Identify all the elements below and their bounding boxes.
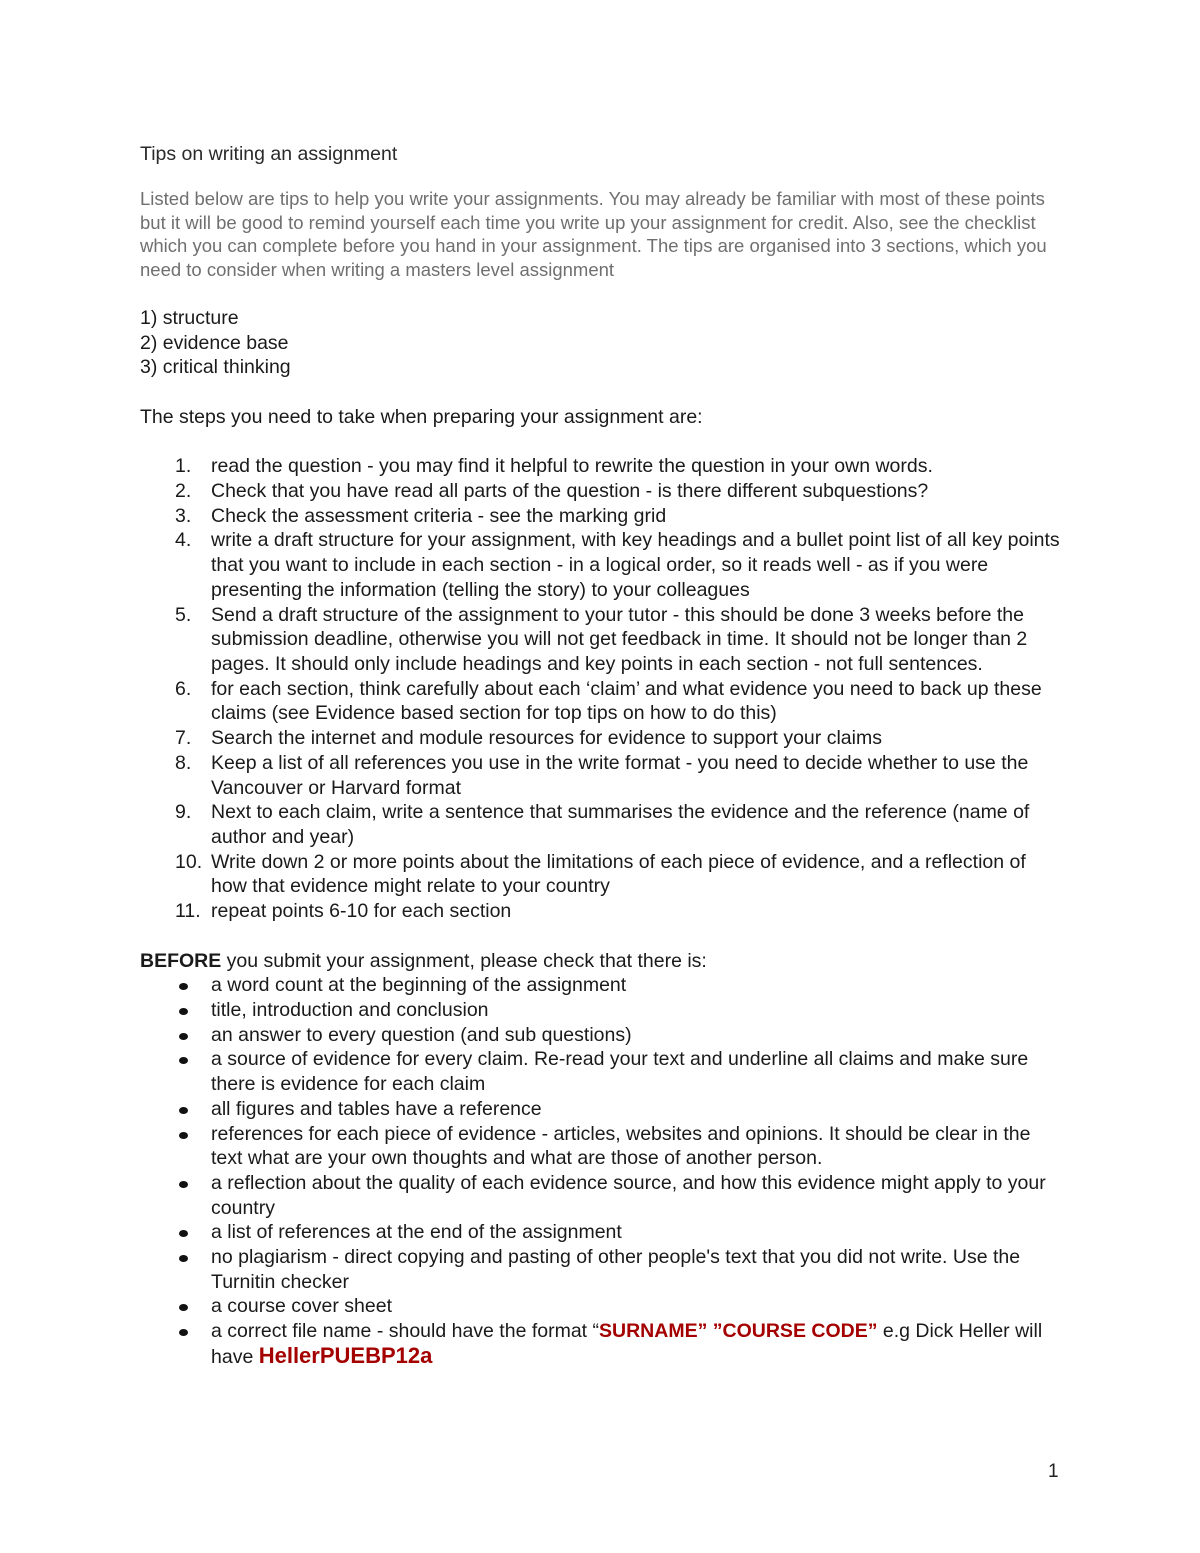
checklist-item (140, 1097, 1060, 1122)
checklist-item (140, 1294, 1060, 1319)
checklist-item (140, 973, 1060, 998)
step-text: Send a draft structure of the assignment to your tutor - this should be done 3 weeks before the submission deadline, otherwise you will not get feedback in time. It should not be longer than 2 pages. It should only include headings and key points in each section - not full sentences. (211, 603, 1028, 675)
bullet-icon (179, 1181, 188, 1188)
bullet-icon (179, 1008, 188, 1015)
bullet-icon (179, 1033, 188, 1040)
filename-format: SURNAME” ”COURSE CODE” (599, 1320, 878, 1343)
bullet-icon (179, 1304, 188, 1311)
step-number: 8. (175, 751, 192, 774)
checklist-heading-text: you submit your assignment, please check that there is: (221, 949, 707, 972)
section-item: 3) critical thinking (140, 356, 291, 379)
bullet-icon (179, 1329, 188, 1336)
step-number: 1. (175, 455, 192, 478)
step-number: 10. (175, 850, 203, 873)
checklist-text: a word count at the beginning of the assignment (211, 974, 627, 997)
checklist-item (140, 1023, 1060, 1048)
section-item: 2) evidence base (140, 331, 289, 354)
checklist-heading (140, 949, 1060, 974)
filename-prefix: a correct file name - should have the format “ (211, 1320, 600, 1343)
checklist-text: a list of references at the end of the assignment (211, 1221, 622, 1244)
step-text: read the question - you may find it helpful to rewrite the question in your own words. (211, 455, 933, 478)
step-item (140, 603, 1060, 677)
bullet-icon (179, 1132, 188, 1139)
checklist-text: an answer to every question (and sub questions) (211, 1023, 632, 1046)
bullet-icon (179, 1255, 188, 1262)
step-number: 11. (175, 900, 201, 923)
step-item (140, 800, 1060, 849)
step-item (140, 899, 1060, 924)
step-number: 6. (175, 677, 192, 700)
step-item (140, 454, 1060, 479)
intro-paragraph: Listed below are tips to help you write your assignments. You may already be familiar with most of these points but it will be good to remind yourself each time you write up your assignment for credit. Also, see the checklist which you can complete before you hand in your assignment. The tips are organised into 3 sections, which you need to consider when writing a masters level assignment (140, 188, 1047, 280)
step-number: 4. (175, 529, 192, 552)
checklist-item (140, 1122, 1060, 1171)
filename-example: HellerPUEBP12a (258, 1342, 433, 1368)
document-body (140, 142, 1060, 1370)
checklist-text: no plagiarism - direct copying and pasting of other people's text that you did not write. Use the Turnitin checker (211, 1246, 1021, 1293)
page-number: 1 (1048, 1461, 1059, 1482)
step-number: 9. (175, 801, 192, 824)
bullet-icon (179, 1230, 188, 1237)
step-number: 3. (175, 504, 192, 527)
checklist-item (140, 1171, 1060, 1220)
step-number: 7. (175, 727, 192, 750)
checklist-text: a course cover sheet (211, 1295, 393, 1318)
checklist-text: all figures and tables have a reference (211, 1097, 542, 1120)
steps-heading: The steps you need to take when preparing your assignment are: (140, 405, 703, 428)
checklist-item (140, 1220, 1060, 1245)
step-item (140, 751, 1060, 800)
step-item (140, 504, 1060, 529)
checklist-text: a source of evidence for every claim. Re-read your text and underline all claims and make sure there is evidence for each claim (211, 1048, 1029, 1096)
checklist-item (140, 998, 1060, 1023)
bullet-icon (179, 1057, 188, 1064)
step-text: Search the internet and module resources for evidence to support your claims (211, 727, 882, 750)
steps-list (140, 454, 1060, 923)
step-text: Keep a list of all references you use in the write format - you need to decide whether to use the Vancouver or Harvard format (211, 751, 1029, 799)
step-item (140, 677, 1060, 726)
before-emphasis: BEFORE (140, 949, 222, 972)
checklist-text: a reflection about the quality of each evidence source, and how this evidence might apply to your country (211, 1171, 1046, 1219)
checklist-text: references for each piece of evidence - articles, websites and opinions. It should be clear in the text what are your own thoughts and what are those of another person. (211, 1122, 1031, 1170)
filename-middle: e.g Dick Heller will have (211, 1320, 1043, 1368)
sections-list (140, 306, 1060, 380)
step-text: Next to each claim, write a sentence that summarises the evidence and the reference (name of author and year) (211, 801, 1030, 848)
checklist (140, 973, 1060, 1369)
bullet-icon (179, 1107, 188, 1114)
step-item (140, 528, 1060, 602)
step-item (140, 479, 1060, 504)
checklist-text: title, introduction and conclusion (211, 999, 489, 1022)
checklist-item-filename (140, 1319, 1060, 1369)
step-text: Write down 2 or more points about the limitations of each piece of evidence, and a reflection of how that evidence might relate to your country (211, 850, 1026, 898)
step-number: 2. (175, 480, 192, 503)
checklist-item (140, 1245, 1060, 1294)
step-text: repeat points 6-10 for each section (211, 900, 512, 923)
section-item: 1) structure (140, 307, 239, 329)
step-text: Check the assessment criteria - see the marking grid (211, 504, 667, 527)
step-text: write a draft structure for your assignment, with key headings and a bullet point list of all key points that you want to include in each section - in a logical order, so it reads well - as if you were presenting the information (telling the story) to your colleagues (211, 529, 1060, 601)
step-item (140, 850, 1060, 899)
step-number: 5. (175, 603, 192, 626)
document-title: Tips on writing an assignment (140, 143, 398, 165)
bullet-icon (179, 983, 188, 990)
step-item (140, 726, 1060, 751)
checklist-item (140, 1047, 1060, 1096)
step-text: Check that you have read all parts of the question - is there different subquestions? (211, 480, 929, 503)
step-text: for each section, think carefully about each ‘claim’ and what evidence you need to back up these claims (see Evidence based section for top tips on how to do this) (211, 677, 1042, 725)
